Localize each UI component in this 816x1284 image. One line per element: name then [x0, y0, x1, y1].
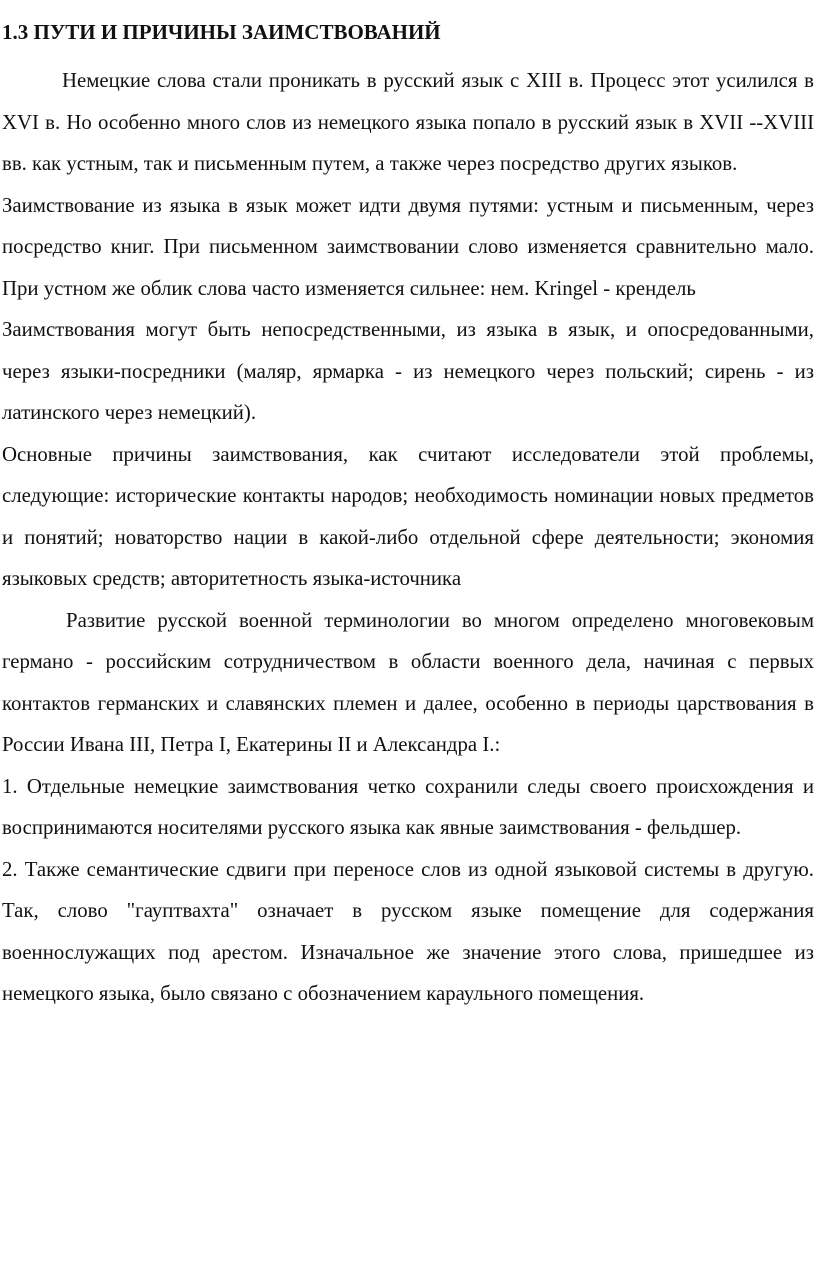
list-item-1: 1. Отдельные немецкие заимствования четко сохранили следы своего происхождения и воспринимаются носителями русского языка как явные заимствования - фельдшер.	[2, 774, 814, 839]
document-page	[2, 14, 814, 1015]
paragraph-borrowing-paths: Заимствование из языка в язык может идти двумя путями: устным и письменным, через посредство книг. При письменном заимствовании слово изменяется сравнительно мало. При устном же облик слова часто изменяется сильнее: нем. Kringel - крендель	[2, 193, 814, 300]
list-item-2: 2. Также семантические сдвиги при переносе слов из одной языковой системы в другую. Так, слово "гауптвахта" означает в русском языке помещение для содержания военнослужащих под арестом. Изначальное же значение этого слова, пришедшее из немецкого языка, было связано с обозначением караульного помещения.	[2, 857, 814, 1005]
paragraph-military-terminology: Развитие русской военной терминологии во многом определено многовековым германо - российским сотрудничеством в области военного дела, начиная с первых контактов германских и славянских племен и далее, особенно в периоды царствования в России Ивана III, Петра I, Екатерины II и Александра I.:	[2, 608, 814, 756]
paragraph-german-words-history: Немецкие слова стали проникать в русский язык с XIII в. Процесс этот усилился в XVI в. Но особенно много слов из немецкого языка попало в русский язык в XVII --XVIII вв. как устным, так и письменным путем, а также через посредство других языков.	[2, 69, 814, 175]
paragraph-direct-indirect-borrowing: Заимствования могут быть непосредственными, из языка в язык, и опосредованными, через языки-посредники (маляр, ярмарка - из немецкого через польский; сирень - из латинского через немецкий).	[2, 318, 814, 424]
section-heading: 1.3 ПУТИ И ПРИЧИНЫ ЗАИМСТВОВАНИЙ	[2, 20, 441, 44]
paragraph-borrowing-reasons: Основные причины заимствования, как считают исследователи этой проблемы, следующие: исторические контакты народов; необходимость номинации новых предметов и понятий; новаторство нации в какой-либо отдельной сфере деятельности; экономия языковых средств; авторитетность языка-источника	[2, 442, 814, 590]
